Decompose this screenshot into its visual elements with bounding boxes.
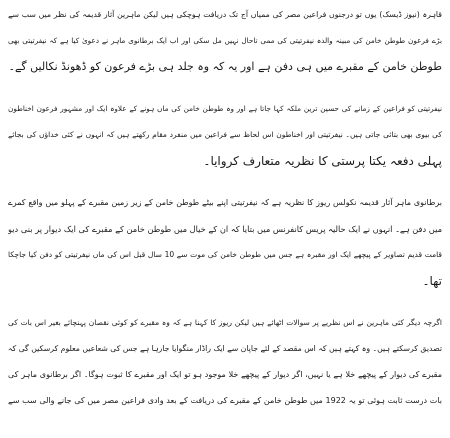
paragraph-line: طوطن خامن کے مقبرے میں ہی دفن ہے اور یہ کہ وہ جلد ہی بڑے فرعون کو ڈھونڈ نکالیں گے۔: [8, 60, 442, 73]
paragraph-line: قاہرہ (نیوز ڈیسک) یوں تو درجنوں فراعین مصر کی ممیاں آج تک دریافت ہوچکی ہیں لیکن ماہرین آثار قدیمہ کی نظر میں سب سے: [8, 10, 442, 19]
paragraph-line: برطانوی ماہر آثار قدیمہ نکولس ریوز کا نظریہ ہے کہ نیفرتیتی اپنے بیٹے طوطن خامن کے زیر زمین مقبرے کے پہلو میں واقع کمرے: [8, 198, 442, 207]
article-paragraph: [8, 190, 442, 294]
article-paragraph: [8, 2, 442, 80]
paragraph-line: قامت قدیم تصاویر کے پیچھے ایک اور مقبرہ ہے جس میں طوطن خامن کی موت سے 10 سال قبل اس کی ماں نیفرتیتی کو دفن کیا جاچکا: [8, 250, 442, 259]
paragraph-line: میں دفن ہے۔ انہوں نے ایک حالیہ پریس کانفرنس میں بتایا کہ ان کے خیال میں طوطن خامن کے مقبرے کی ایک دیوار پر بنی دیو: [8, 224, 442, 234]
article-paragraph: [8, 310, 442, 414]
paragraph-line: بڑے فرعون طوطن خامن کی مبینہ والدہ نیفرتیتی کی ممی تاحال نہیں مل سکی اور اب ایک برطانوی ماہر نے دعویٰ کیا ہے کہ نیفرتیتی بھی: [8, 36, 442, 45]
paragraph-line: اگرچہ دیگر کئی ماہرین نے اس نظریے پر سوالات اٹھائے ہیں لیکن ریوز کا کہنا ہے کہ وہ مقبرے کو کوئی نقصان پہنچائے بغیر اس بات کی: [8, 318, 442, 327]
paragraph-line: مقبرے کی دیوار کے پیچھے خلا ہے یا نہیں، اگر دیوار کے پیچھے خلا موجود ہو تو ایک اور مقبرے کا ثبوت ہوگا۔ اگر برطانوی ماہر کی: [8, 370, 442, 379]
paragraph-line: نیفرتیتی کو فراعین کے زمانے کی حسین ترین ملکہ کہا جاتا ہے اور وہ طوطن خامن کی ماں ہونے کے علاوہ ایک اور مشہور فرعون اخناطون: [8, 104, 442, 113]
paragraph-line: کی بیوی بھی بتائی جاتی ہیں۔ نیفرتیتی اور اخناطون اس لحاظ سے فراعین میں منفرد مقام رکھتے ہیں کہ انہوں نے کئی خداؤں کی بجائے: [8, 130, 442, 139]
paragraph-line: پہلی دفعہ یکتا پرستی کا نظریہ متعارف کروایا۔: [203, 154, 442, 168]
article-paragraph: [8, 96, 442, 174]
paragraph-line: بات درست ثابت ہوئی تو یہ 1922 میں طوطن خامن کے مقبرے کی دریافت کے بعد وادی فراعین مصر میں کی جانے والی سب سے: [8, 396, 442, 405]
paragraph-line: تھا۔: [422, 274, 442, 288]
paragraph-line: تصدیق کرسکتے ہیں۔ وہ کہتے ہیں کہ اس مقصد کے لئے جاپان سے ایک راڈار منگوایا جارہا ہے جس کی شعاعیں معلوم کرسکیں گی کہ: [8, 344, 442, 353]
